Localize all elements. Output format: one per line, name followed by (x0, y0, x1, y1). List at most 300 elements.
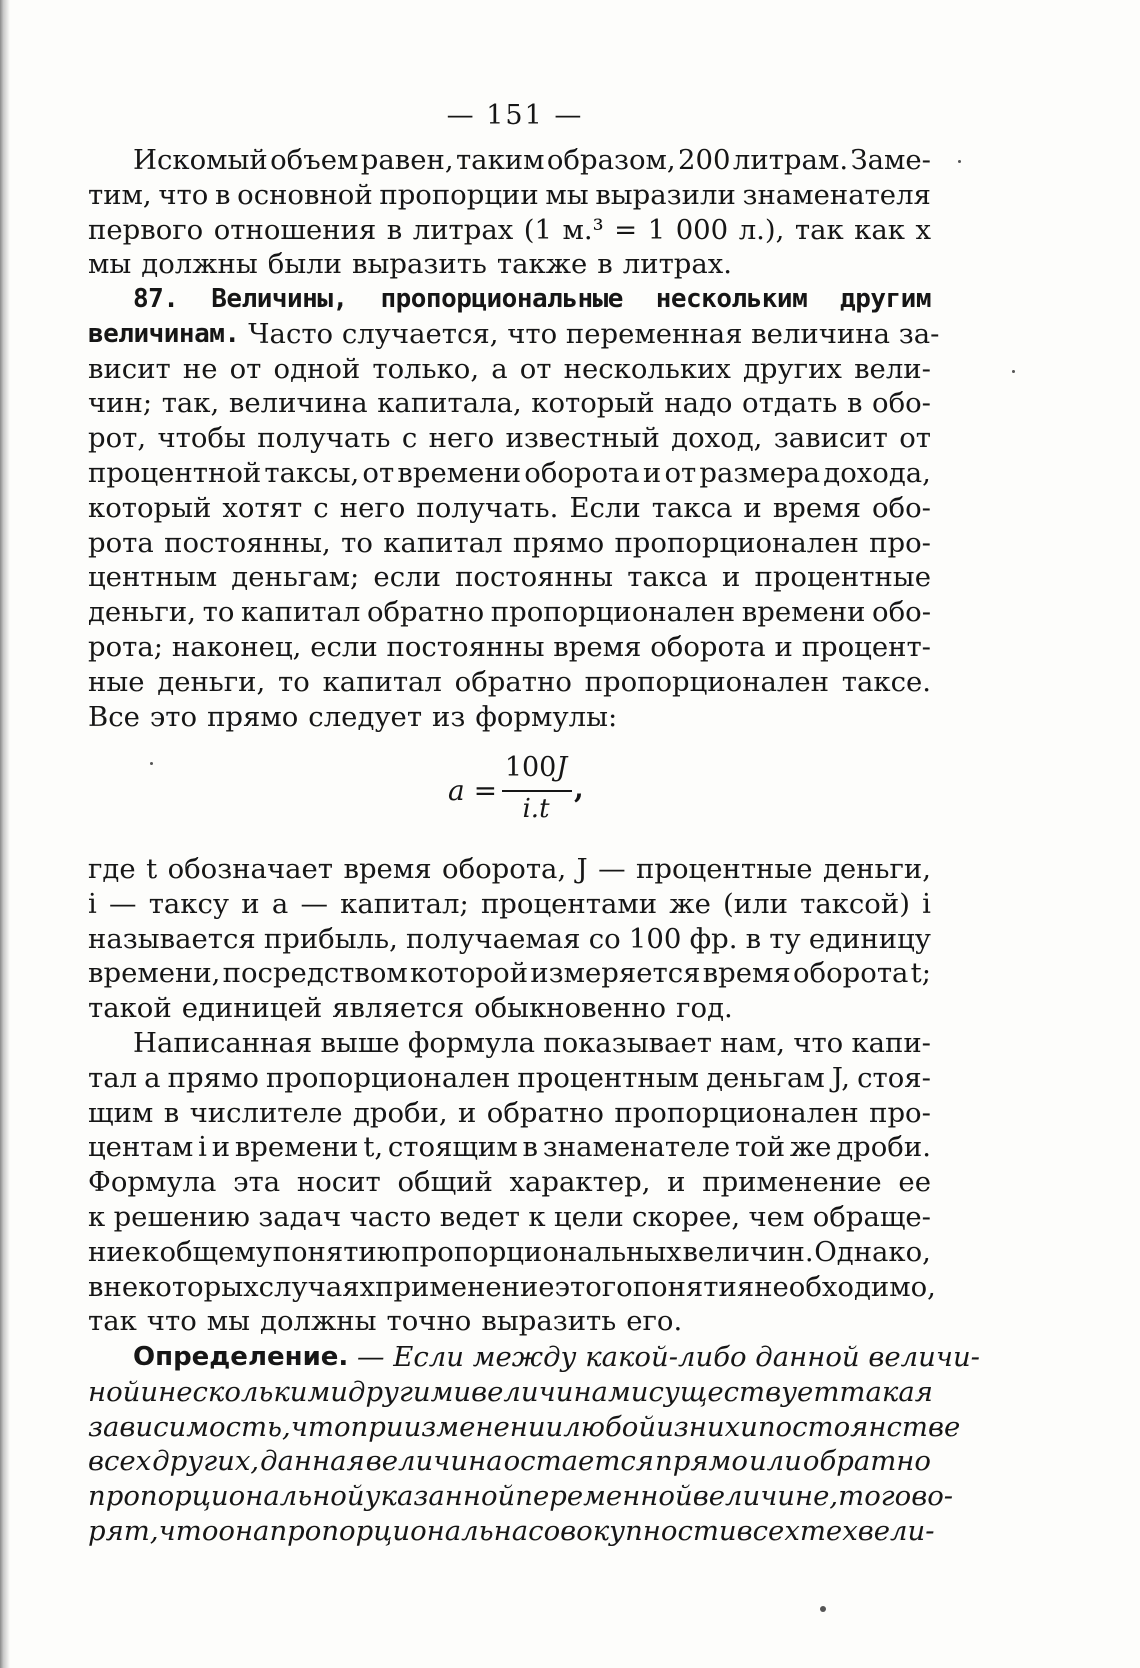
word: в (163, 1096, 180, 1129)
word: время (553, 630, 642, 663)
word: деньги, (157, 665, 266, 698)
word: висит (88, 352, 171, 385)
text-line (88, 1235, 931, 1270)
word: в (522, 1131, 538, 1164)
word: объем (270, 144, 359, 176)
word: измеряется (530, 957, 701, 990)
text-line (88, 1130, 931, 1165)
word: чтобы (157, 422, 246, 455)
word: как (854, 213, 905, 246)
word: оборота (650, 630, 766, 663)
word: задач (258, 1200, 342, 1233)
word: то (202, 596, 235, 629)
word: про- (869, 1096, 931, 1129)
word: Заме- (850, 144, 931, 176)
word: наконец, (171, 630, 302, 663)
text-line (88, 178, 931, 213)
word: ные (88, 665, 145, 698)
text-line (88, 352, 931, 387)
word: пропорции (379, 178, 539, 211)
word: времени (397, 456, 522, 489)
word: Искомый (133, 144, 268, 176)
word: который (88, 491, 212, 524)
text-line (88, 991, 931, 1026)
word: образом, (546, 144, 676, 176)
word: показывает (543, 1027, 712, 1059)
word: J (576, 853, 588, 885)
word: к (528, 1200, 546, 1233)
word: что (158, 178, 209, 211)
formula-comma: , (574, 772, 584, 805)
word: 100 (628, 922, 682, 955)
word: процентами (480, 887, 658, 920)
word: равен, (360, 144, 454, 176)
word: (или (723, 887, 788, 920)
word: таксе. (841, 665, 931, 698)
word: которой (410, 957, 529, 990)
word: посредством (222, 957, 408, 990)
word: фр. (689, 922, 738, 955)
word: обозначает (167, 853, 334, 885)
word: t, (363, 1131, 384, 1164)
word: J, (831, 1061, 851, 1094)
word: таксой) (800, 887, 910, 920)
word: и (740, 1410, 758, 1443)
word: величина (228, 387, 368, 420)
word: то (341, 526, 373, 559)
text-line (88, 247, 931, 282)
word: и (458, 1096, 477, 1129)
word: должны (141, 248, 258, 281)
word: а (491, 352, 508, 385)
word: остается (503, 1445, 655, 1478)
word: и (774, 630, 793, 663)
word: время (702, 957, 791, 990)
word: ведет (439, 1200, 520, 1233)
word: такая (839, 1375, 933, 1408)
word: что (290, 1410, 351, 1443)
word: капитала, (377, 387, 522, 420)
word: не (182, 352, 218, 385)
word: то (838, 1480, 881, 1513)
word: Однако, (814, 1235, 931, 1268)
word: него (339, 491, 406, 524)
word: чем (748, 1200, 805, 1233)
word: обо- (871, 491, 931, 524)
word: решению (113, 1200, 250, 1233)
word: них (688, 1410, 741, 1443)
word: с (313, 491, 329, 524)
word: пропорционален (490, 596, 736, 629)
word: процентные (754, 561, 931, 594)
word: обыкновенно (474, 992, 667, 1025)
word: нам, (720, 1027, 786, 1059)
word: обратно (366, 596, 485, 629)
word: другими (348, 1375, 472, 1408)
word: и (241, 887, 260, 920)
word: это (149, 700, 198, 733)
word: такса (627, 561, 708, 594)
word: такой (88, 992, 172, 1025)
word: если (373, 561, 441, 594)
formula-lhs: a = (448, 774, 498, 807)
word: так (88, 1305, 137, 1338)
word: пропорционален (614, 526, 859, 559)
word: отдать (742, 387, 838, 420)
text-line (88, 595, 931, 630)
word: прямо (167, 1061, 259, 1094)
word: в (846, 387, 863, 420)
word: нескольким (655, 284, 808, 314)
word: в (597, 248, 613, 281)
text-line (88, 1375, 931, 1410)
word: других (742, 352, 842, 385)
word: м.³ (562, 213, 604, 246)
word: так (794, 213, 844, 246)
word: t; (910, 957, 931, 990)
scan-speck (1012, 370, 1015, 373)
word: единицей (181, 992, 323, 1025)
scan-speck (150, 762, 153, 765)
formula (0, 752, 1140, 828)
word: от (664, 456, 697, 489)
definition (88, 1340, 980, 1549)
word: времени (234, 1131, 359, 1164)
word: времени (741, 596, 866, 629)
word: i (922, 887, 931, 920)
word: л.), (738, 213, 785, 246)
word: i (198, 1131, 207, 1164)
word: же (789, 1131, 832, 1164)
word: оборота (524, 456, 640, 489)
word: a (271, 887, 289, 920)
text-line (88, 1410, 961, 1445)
word: капитал (383, 526, 503, 559)
formula-numerator: 100J (504, 752, 568, 783)
word: известный (505, 422, 660, 455)
word: дроби. (836, 1131, 931, 1164)
word: тал (88, 1061, 138, 1094)
text-line (88, 143, 931, 178)
word: и (211, 1131, 231, 1164)
word: a (144, 1061, 161, 1094)
word: любой (563, 1410, 657, 1443)
word: тим, (88, 178, 152, 211)
text-line (88, 560, 931, 595)
word: то (278, 665, 310, 698)
word: обо- (872, 387, 931, 420)
word: процент- (801, 630, 931, 663)
word: только, (372, 352, 480, 385)
word: выше (320, 1027, 400, 1059)
word: от (229, 352, 262, 385)
word: чин; (88, 387, 153, 420)
word: что (793, 1027, 844, 1059)
word: случаях (258, 1270, 376, 1303)
word: пропорциональной (88, 1480, 365, 1513)
word: величине, (692, 1480, 839, 1513)
word: пропорционален (265, 1061, 511, 1094)
word: постоянстве (757, 1410, 961, 1443)
word: цели (553, 1200, 624, 1233)
word: Формула (88, 1166, 217, 1199)
word: указанной (364, 1480, 516, 1513)
text-line (88, 887, 931, 922)
text-line (88, 956, 931, 991)
word: Величины, (211, 284, 348, 314)
word: в (386, 213, 403, 246)
word: общий (397, 1166, 493, 1199)
word: (1 (523, 213, 552, 246)
word: основной (237, 178, 373, 211)
word: с (401, 422, 418, 455)
word: некоторых (103, 1270, 259, 1303)
definition-title: Определение. (133, 1342, 349, 1372)
word: является (332, 992, 465, 1025)
word: рят, (88, 1514, 159, 1547)
word: капитал; (340, 887, 469, 920)
word: знаменателя (742, 178, 931, 211)
word: обратно (802, 1445, 931, 1478)
word: прямо (207, 700, 299, 733)
word: этого (554, 1270, 633, 1303)
word: x (915, 213, 931, 246)
word: времени, (88, 957, 221, 990)
formula-denominator: i.t (522, 794, 550, 824)
word: и (743, 491, 762, 524)
text-line (88, 1026, 931, 1061)
text-line (88, 456, 931, 491)
fraction-bar (502, 790, 572, 792)
word: величин. (682, 1235, 814, 1268)
section-heading (88, 282, 931, 317)
paragraph-notation (88, 852, 931, 1026)
word: процентной (88, 456, 262, 489)
word: общему (159, 1235, 272, 1268)
word: совокупности (528, 1514, 737, 1547)
text-line (88, 1061, 931, 1096)
word: пропорционален (614, 1096, 859, 1129)
word: прямо (655, 1445, 748, 1478)
word: при (350, 1410, 404, 1443)
paragraph-explanation (88, 1026, 936, 1339)
word: в (88, 1270, 104, 1303)
word: рота; (88, 630, 164, 663)
word: к (88, 1200, 106, 1233)
text-line (88, 1479, 954, 1514)
word: формулы: (475, 700, 618, 733)
word: прямо (512, 526, 605, 559)
word: 200 (678, 144, 731, 176)
word: выразили (595, 178, 736, 211)
word: называется (88, 922, 256, 955)
word: зависимость, (88, 1410, 291, 1443)
word: литрах (412, 213, 514, 246)
word: числителе (189, 1096, 343, 1129)
text-line (88, 922, 931, 957)
word: деньгам; (231, 561, 360, 594)
text-line (88, 526, 931, 561)
word: должны (260, 1305, 377, 1338)
word: время (343, 853, 432, 885)
word: понятию (272, 1235, 401, 1268)
word: из (656, 1410, 689, 1443)
text-line (88, 700, 931, 735)
word: хотят (222, 491, 303, 524)
word: выразить (481, 1305, 617, 1338)
text-line (88, 1340, 980, 1375)
word: литрах. (622, 248, 733, 281)
word: стоящим (387, 1131, 518, 1164)
word: год. (676, 992, 733, 1025)
word: надо (664, 387, 733, 420)
word: и (721, 561, 741, 594)
word: других, (152, 1445, 260, 1478)
scan-speck (958, 160, 961, 163)
word: дроби, (352, 1096, 448, 1129)
text-line (88, 1165, 931, 1200)
word: деньги, (822, 853, 931, 885)
word: и (642, 456, 662, 489)
word: мы (206, 1305, 251, 1338)
text-line (88, 386, 931, 421)
word: в (214, 178, 231, 211)
word: к (141, 1235, 159, 1268)
word: в (745, 922, 762, 955)
word: стоя- (857, 1061, 931, 1094)
word: ной (88, 1375, 141, 1408)
word: центным (88, 561, 218, 594)
word: 000 (675, 213, 729, 246)
word: же (669, 887, 711, 920)
word: который (531, 387, 655, 420)
word: — (598, 853, 626, 885)
word: деньгам (706, 1061, 825, 1094)
word: Если (569, 491, 641, 524)
word: капи- (851, 1027, 931, 1059)
word: деньги, (88, 596, 196, 629)
word: 87. (133, 284, 179, 314)
word: = (614, 213, 638, 246)
word: 1 (647, 213, 666, 246)
page-number: — 151 — (446, 100, 584, 131)
word: знаменателе (542, 1131, 731, 1164)
word: существует (648, 1375, 840, 1408)
text-line (88, 421, 931, 456)
word: где (88, 853, 136, 885)
word: несколькими (158, 1375, 349, 1408)
word: пропорциональных (401, 1235, 682, 1268)
text-line (88, 1270, 936, 1305)
word: от (362, 456, 395, 489)
word: данная (260, 1445, 365, 1478)
word: капитал (241, 596, 361, 629)
word: или (748, 1445, 802, 1478)
word: пропорциональные (380, 284, 623, 314)
word: Все (88, 700, 140, 733)
text-line (88, 852, 931, 887)
word: обраще- (812, 1200, 931, 1233)
word: величинами (471, 1375, 649, 1408)
word: применение (375, 1270, 555, 1303)
section-87 (88, 282, 940, 734)
text-line (88, 317, 940, 352)
word: отношения (213, 213, 377, 246)
word: от (519, 352, 552, 385)
word: время (772, 491, 861, 524)
word: что (158, 1514, 219, 1547)
word: пропорциональна (269, 1514, 529, 1547)
text-line (88, 1200, 931, 1235)
word: из (432, 700, 466, 733)
text-line (88, 1514, 935, 1549)
word: ее (898, 1166, 931, 1199)
word: она (218, 1514, 270, 1547)
word: размера (699, 456, 821, 489)
word: обратно (454, 665, 572, 698)
word: со (588, 922, 621, 955)
word: постоянны (386, 630, 545, 663)
word: рота (88, 526, 154, 559)
word: постоянны (455, 561, 614, 594)
word: скорее, (632, 1200, 741, 1233)
word: другим (840, 284, 931, 314)
word: получать. (416, 491, 559, 524)
word: одной (273, 352, 361, 385)
word: и (140, 1375, 159, 1408)
word: что (146, 1305, 197, 1338)
text-line (88, 491, 931, 526)
word: дохода, (823, 456, 931, 489)
word: необходимо, (754, 1270, 936, 1303)
text-line (88, 1444, 931, 1479)
word: доход, (671, 422, 763, 455)
word: понятия (632, 1270, 755, 1303)
word: если (310, 630, 378, 663)
word: центам (88, 1131, 194, 1164)
word: тех (799, 1514, 858, 1547)
section-heading-end: величинам. (88, 318, 240, 349)
text-line (88, 665, 931, 700)
word: прибыль, (263, 922, 398, 955)
word: так, (161, 387, 220, 420)
word: от (899, 422, 931, 455)
definition-line: — Если между какой-либо данной величи- (348, 1341, 980, 1373)
text-line (88, 213, 931, 248)
page-edge-shadow (0, 0, 10, 1668)
word: и (667, 1166, 686, 1199)
word: носит (296, 1166, 381, 1199)
word: всех (736, 1514, 800, 1547)
word: процентные (636, 853, 813, 885)
word: таким (455, 144, 545, 176)
word: ние (88, 1235, 141, 1268)
word: вели- (854, 352, 931, 385)
scan-speck (820, 1606, 826, 1612)
word: i (88, 887, 97, 920)
word: щим (88, 1096, 154, 1129)
word: оборота, (442, 853, 567, 885)
word: процентным (517, 1061, 700, 1094)
word: таксу (148, 887, 230, 920)
word: — (300, 887, 328, 920)
word: были (267, 248, 343, 281)
word: литрам. (732, 144, 849, 176)
word: t (146, 853, 158, 885)
word: применение (702, 1166, 882, 1199)
word: мы (88, 248, 132, 281)
word: первого (88, 213, 204, 246)
